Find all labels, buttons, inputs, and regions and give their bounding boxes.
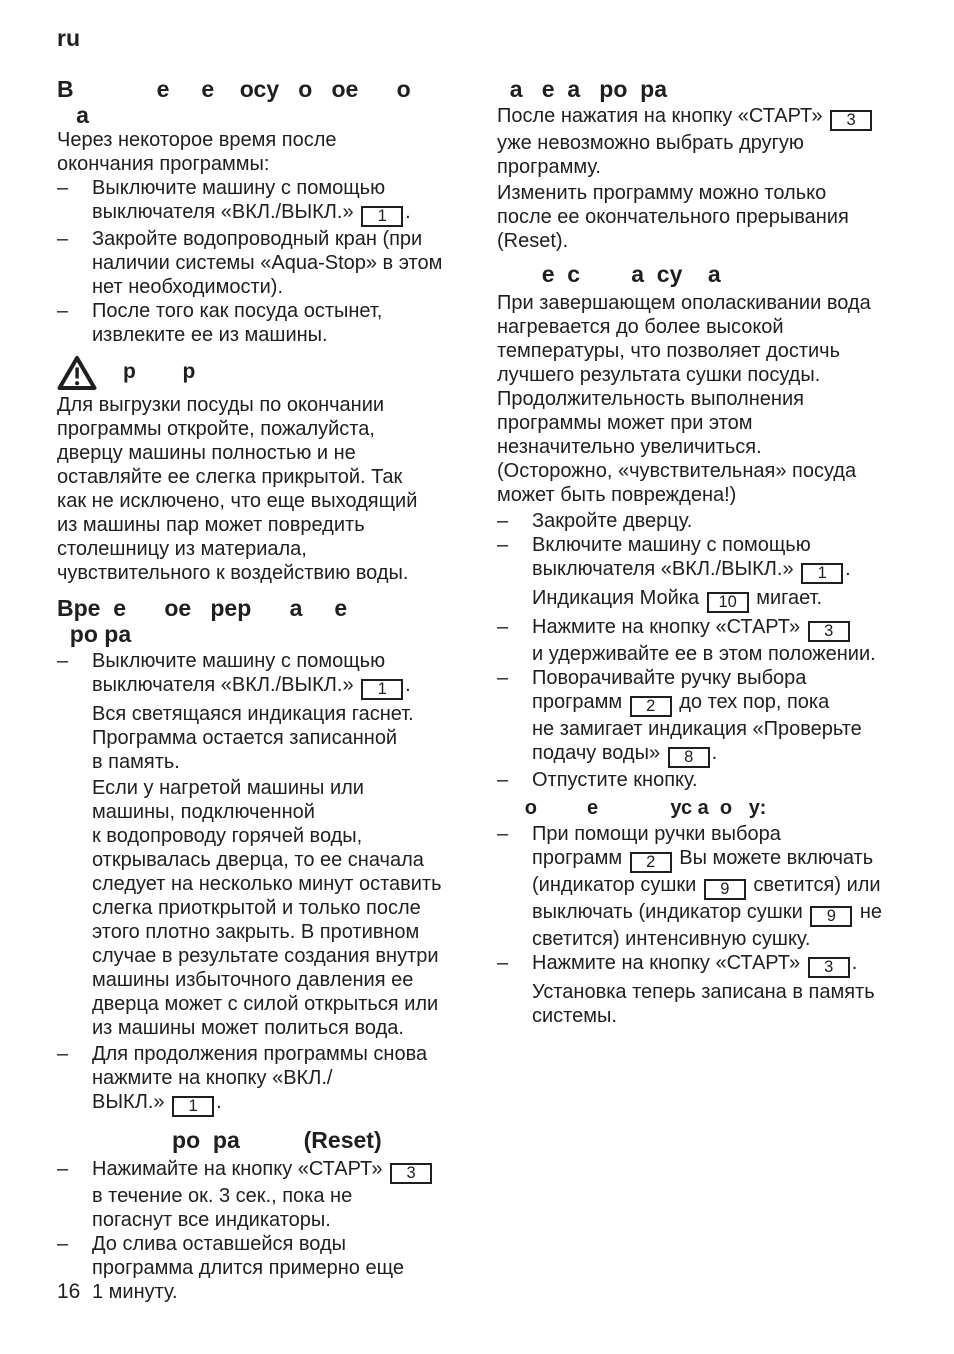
text-line: в память. [92, 751, 180, 773]
text-line: Нажимайте на кнопку «СТАРТ» 3 [92, 1157, 481, 1184]
paragraph [497, 181, 943, 253]
text-line: и удерживайте ее в этом положении. [532, 643, 876, 665]
text-line: программу. [497, 156, 601, 178]
list-item-continuation [497, 586, 943, 613]
text-line: ВЫКЛ.» 1 . [92, 1091, 222, 1115]
list-item [57, 1042, 481, 1117]
text-line: Изменить программу можно только [497, 182, 827, 204]
text-line: Продолжительность выполнения [497, 388, 804, 410]
text-line: программы откройте, пожалуйста, [57, 418, 375, 440]
text-line: (индикатор сушки 9 светится) или [532, 874, 881, 898]
text-line: После нажатия на кнопку «СТАРТ» 3 [497, 104, 943, 131]
text-line: выключателя «ВКЛ./ВЫКЛ.» 1 . [532, 558, 851, 582]
text-line: незначительно увеличиться. [497, 436, 762, 458]
text-line: к водопроводу горячей воды, [92, 825, 363, 847]
text-line: наличии системы «Aqua-Stop» в этом [92, 252, 443, 274]
text-line: столешницу из материала, [57, 538, 307, 560]
text-line: выключателя «ВКЛ./ВЫКЛ.» 1 . [92, 201, 411, 225]
key-number-box: 3 [390, 1163, 432, 1184]
text-line: Включите машину с помощью [532, 534, 811, 556]
text-line: При завершающем ополаскивании вода [497, 292, 871, 314]
key-number-box: 9 [704, 879, 746, 900]
list-item [497, 509, 943, 533]
text-line: машины избыточного давления ее [92, 969, 414, 991]
text-line: выключателя «ВКЛ./ВЫКЛ.» 1 . [92, 674, 411, 698]
section-heading [57, 76, 481, 128]
key-number-box: 3 [808, 957, 850, 978]
text-line: погаснут все индикаторы. [92, 1209, 331, 1231]
bullet-dash: – [497, 769, 509, 791]
bullet-dash: – [57, 228, 69, 250]
warning-note-heading [57, 355, 481, 391]
text-line: При помощи ручки выбора [532, 823, 781, 845]
text-line: Если у нагретой машины или [92, 777, 364, 799]
text-line: е с а су а [497, 261, 721, 287]
list-item [57, 1157, 481, 1232]
text-line: программа длится примерно еще [92, 1257, 404, 1279]
text-line: Выключите машину с помощью [92, 650, 386, 672]
section-heading [497, 261, 943, 287]
text-line: после ее окончательного прерывания [497, 206, 849, 228]
text-line: а [57, 102, 89, 128]
text-line: ро ра (Reset) [57, 1127, 382, 1153]
key-number-box: 1 [172, 1096, 214, 1117]
key-number-box: 1 [801, 563, 843, 584]
warning-triangle-icon [57, 355, 97, 391]
list-item-continuation [57, 776, 481, 1040]
bullet-dash: – [57, 177, 69, 199]
text-line: Для продолжения программы снова [92, 1043, 428, 1065]
bullet-dash: – [57, 300, 69, 322]
text-line: 1 минуту. [92, 1281, 178, 1303]
list-item [57, 227, 481, 299]
text-line: уже невозможно выбрать другую [497, 132, 804, 154]
text-line: Нажмите на кнопку «СТАРТ» 3 . [532, 952, 858, 976]
bullet-dash: – [57, 1158, 69, 1180]
text-line: слегка приоткрытой и только после [92, 897, 421, 919]
left-column [57, 76, 481, 1304]
text-line: Программа остается записанной [92, 727, 398, 749]
key-number-box: 8 [668, 747, 710, 768]
text-line: нагревается до более высокой [497, 316, 784, 338]
key-number-box: 9 [810, 906, 852, 927]
sub-heading [497, 796, 943, 820]
list-item [57, 1232, 481, 1304]
text-line: Поворачивайте ручку выбора [532, 667, 807, 689]
list-item-continuation [497, 980, 943, 1028]
list-item [57, 649, 481, 700]
bullet-dash: – [497, 510, 509, 532]
list-item [497, 951, 943, 978]
text-line: программ 2 до тех пор, пока [532, 691, 830, 715]
text-line: машины, подключенной [92, 801, 315, 823]
text-line: может быть повреждена!) [497, 484, 737, 506]
text-line: извлеките ее из машины. [92, 324, 328, 346]
bullet-dash: – [57, 1043, 69, 1065]
text-line: а е а ро ра [497, 76, 667, 102]
bullet-dash: – [497, 534, 509, 556]
bullet-dash: – [57, 1233, 69, 1255]
text-line: После того как посуда остынет, [92, 300, 383, 322]
text-line: из машины пар может повредить [57, 514, 365, 536]
key-number-box: 1 [361, 206, 403, 227]
list-item [57, 299, 481, 347]
list-item [497, 822, 943, 951]
text-line: окончания программы: [57, 153, 270, 175]
text-line: Отпустите кнопку. [532, 769, 698, 791]
text-line: До слива оставшейся воды [92, 1233, 347, 1255]
text-line: программ 2 Вы можете включать [532, 847, 874, 871]
text-line: этого плотно закрыть. В противном [92, 921, 420, 943]
bullet-dash: – [497, 616, 509, 638]
text-line: дверцу машины полностью и не [57, 442, 356, 464]
paragraph [57, 128, 481, 176]
section-heading [497, 76, 943, 102]
text-line: в течение ок. 3 сек., пока не [92, 1185, 353, 1207]
text-line: о е ус а о у: [497, 797, 767, 819]
text-line: как не исключено, что еще выходящий [57, 490, 418, 512]
bullet-dash: – [497, 952, 509, 974]
text-line: программы может при этом [497, 412, 753, 434]
text-line: (Reset). [497, 230, 569, 252]
key-number-box: 2 [630, 852, 672, 873]
text-line: лучшего результата сушки посуды. [497, 364, 821, 386]
text-line: ро ра [57, 621, 132, 647]
bullet-dash: – [497, 667, 509, 689]
language-tag: ru [57, 25, 80, 51]
text-line: следует на несколько минут оставить [92, 873, 442, 895]
page-number: 16 [57, 1280, 81, 1303]
warning-heading-text: р р [123, 360, 196, 383]
bullet-dash: – [57, 650, 69, 672]
paragraph [497, 291, 943, 507]
key-number-box: 3 [808, 621, 850, 642]
text-line: В е е осу о ое о [57, 76, 411, 102]
key-number-box: 1 [361, 679, 403, 700]
list-item [497, 533, 943, 584]
section-heading [57, 595, 481, 647]
right-column [497, 76, 943, 1028]
section-heading [57, 1127, 481, 1153]
text-line: чувствительного к воздействию воды. [57, 562, 409, 584]
list-item [497, 615, 943, 666]
text-line: Закройте водопроводный кран (при [92, 228, 423, 250]
list-item [497, 768, 943, 792]
text-line: (Осторожно, «чувствительная» посуда [497, 460, 857, 482]
key-number-box: 2 [630, 696, 672, 717]
key-number-box: 3 [830, 110, 872, 131]
text-line: Через некоторое время после [57, 129, 337, 151]
text-line: Вся светящаяся индикация гаснет. [92, 703, 414, 725]
text-line: не замигает индикация «Проверьте [532, 718, 862, 740]
text-line: выключать (индикатор сушки 9 не [532, 901, 883, 925]
paragraph [497, 104, 943, 179]
text-line: Выключите машину с помощью [92, 177, 386, 199]
text-line: светится) интенсивную сушку. [532, 928, 811, 950]
text-line: температуры, что позволяет достичь [497, 340, 840, 362]
text-line: Вре е ое рер а е [57, 595, 348, 621]
text-line: нажмите на кнопку «ВКЛ./ [92, 1067, 333, 1089]
key-number-box: 10 [707, 592, 749, 613]
text-line: случае в результате создания внутри [92, 945, 439, 967]
text-line: Закройте дверцу. [532, 510, 693, 532]
paragraph [57, 393, 481, 585]
text-line: подачу воды» 8 . [532, 742, 718, 766]
text-line: Установка теперь записана в память [532, 981, 875, 1003]
text-line: Нажмите на кнопку «СТАРТ» 3 [532, 615, 943, 642]
list-item [497, 666, 943, 768]
text-line: оставляйте ее слегка прикрытой. Так [57, 466, 403, 488]
bullet-dash: – [497, 823, 509, 845]
text-line: из машины может политься вода. [92, 1017, 404, 1039]
text-line: дверца может с силой открыться или [92, 993, 439, 1015]
text-line: системы. [532, 1005, 617, 1027]
text-line: Для выгрузки посуды по окончании [57, 394, 385, 416]
text-line: Индикация Мойка 10 мигает. [532, 587, 823, 611]
text-line: открывалась дверца, то ее сначала [92, 849, 424, 871]
text-line: нет необходимости). [92, 276, 284, 298]
list-item [57, 176, 481, 227]
list-item-continuation [57, 702, 481, 774]
